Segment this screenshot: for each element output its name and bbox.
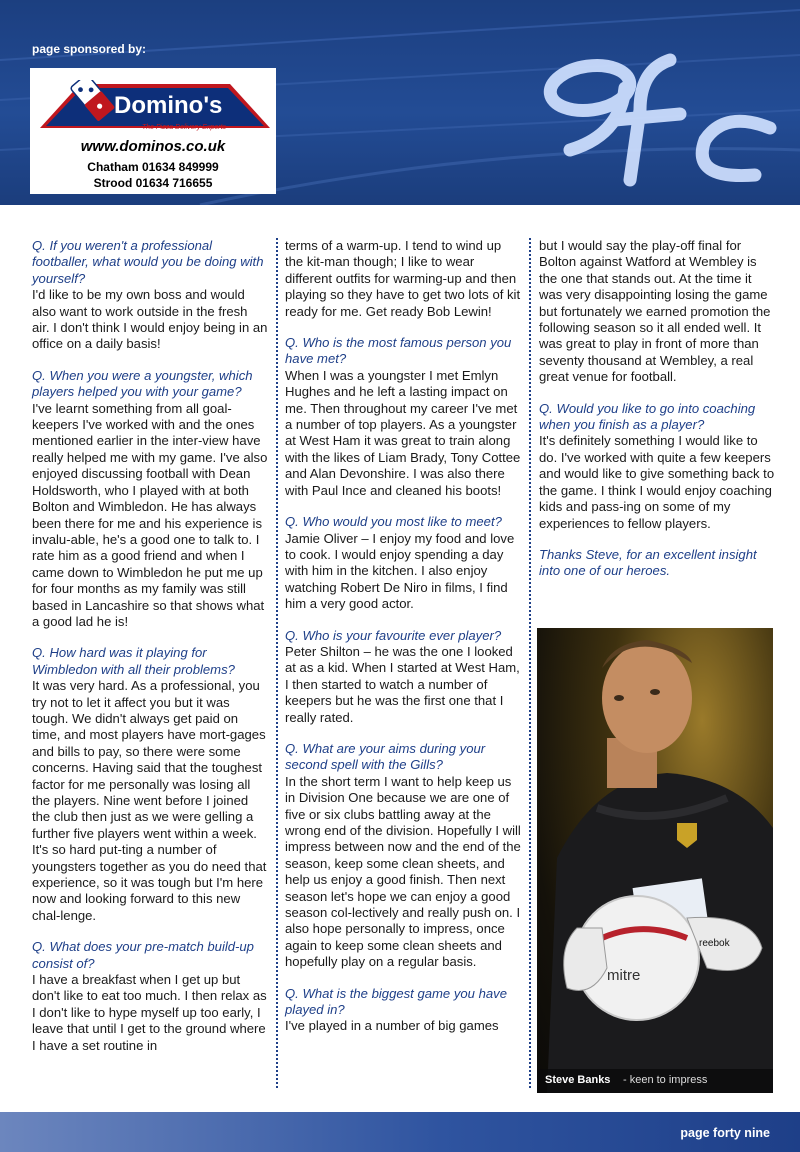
- question: Q. How hard was it playing for Wimbledon with all their problems?: [32, 645, 235, 677]
- answer: Peter Shilton – he was the one I looked at as a kid. When I started at West Ham, I then started to watch a number of keepers but he was the first one that I really rated.: [285, 643, 520, 725]
- brand-name: Domino's: [114, 92, 223, 119]
- column-2: [285, 238, 521, 1050]
- question: Q. What are your aims during your second spell with the Gills?: [285, 740, 486, 773]
- footer-bar: [0, 1112, 800, 1152]
- closing-line: Thanks Steve, for an excellent insight into one of our heroes.: [539, 546, 757, 579]
- qa-block: [32, 939, 268, 1054]
- qa-block: [285, 986, 521, 1035]
- phone-strood: Strood 01634 716655: [93, 176, 213, 190]
- column-divider: [276, 238, 278, 1088]
- question: Q. When you were a youngster, which players helped you with your game?: [32, 367, 253, 400]
- sponsor-label: page sponsored by:: [32, 42, 147, 56]
- svg-text:mitre: mitre: [607, 967, 641, 984]
- qa-block: [285, 628, 521, 726]
- caption-name: Steve Banks: [545, 1074, 611, 1086]
- player-photo: [537, 628, 773, 1093]
- header-banner: [0, 0, 800, 205]
- qa-block: [32, 238, 268, 353]
- phone-chatham: Chatham 01634 849999: [87, 160, 219, 174]
- gfc-logo: [520, 40, 790, 200]
- qa-block: [539, 401, 775, 532]
- column-divider: [529, 238, 531, 1088]
- answer: It was very hard. As a professional, you try not to let it affect you but it was tough. We didn't always get paid on time, and most players have mort-gages and bills to pay, so there were some concerns. Having said that the toughest factor for me personally was losing all the players. Nine went before I joined the club then just as we were gelling a further five players went within a week. It's so hard put-ting a number of youngsters together as you do need that experience, so it was tough but I'm here now and looking forward to this new chal-lenge.: [32, 678, 267, 923]
- answer: In the short term I want to help keep us in Division One because we are one of five or six clubs battling away at the wrong end of the division. Hopefully I will impress between now and the end of the season, keep some clean sheets, and help us enjoy a good finish. Then next season let's hope we can enjoy a good season col-lectively and really push on. I also hope personally to impress, once again to keep some clean sheets and hopefully play on a regular basis.: [285, 773, 521, 970]
- question: Q. If you weren't a professional footballer, what would you be doing with yourself?: [32, 238, 264, 286]
- qa-block: [285, 741, 521, 971]
- answer: It's definitely something I would like to do. I've worked with quite a few keepers and would like to give something back to the game. I think I would enjoy coaching kids and pass-ing on some of my experiences to fellow players.: [539, 433, 775, 531]
- question: Q. Who is the most famous person you have met?: [285, 335, 512, 367]
- sponsor-url-link[interactable]: www.dominos.co.uk: [80, 138, 226, 155]
- page-number: page forty nine: [680, 1126, 770, 1140]
- answer: I'd like to be my own boss and would also want to work outside in the fresh air. I don't think I would enjoy being in an office on a daily basis!: [32, 287, 268, 352]
- question: Q. What is the biggest game you have played in?: [285, 985, 507, 1018]
- answer: I've learnt something from all goal-keepers I've worked with and the ones mentioned earlier in the inter-view have really helped me with my game. I've also enjoyed discussing football with Dean Holdsworth, who I played with at both Bolton and Wimbledon. He has always been there for me and his experience is invalu-able, he's a good one to talk to. I rate him as a good friend and when I came down to Wimbledon he put me up for four months as my family was still based in Lancashire so that shows what a good lad he is!: [32, 400, 268, 629]
- goalkeeper-illustration: [537, 628, 773, 1093]
- svg-text:reebok: reebok: [699, 938, 730, 949]
- question: Q. Who is your favourite ever player?: [285, 627, 502, 643]
- thanks-note: [539, 547, 775, 580]
- photo-caption: [537, 1069, 773, 1093]
- question: Q. Would you like to go into coaching when you finish as a player?: [539, 400, 756, 433]
- qa-block: [32, 368, 268, 631]
- question: Q. What does your pre-match build-up consist of?: [32, 939, 254, 971]
- brand-tagline: The Pizza Delivery Experts: [142, 124, 227, 131]
- answer: Jamie Oliver – I enjoy my food and love to cook. I would enjoy spending a day with him in the kitchen. I also enjoy watching Robert De Niro in films, I find him a very good actor.: [285, 530, 515, 612]
- qa-block: [285, 514, 521, 612]
- qa-block: [285, 335, 521, 499]
- qa-block: [285, 238, 521, 320]
- sponsor-ad[interactable]: [30, 68, 276, 194]
- caption-text: - keen to impress: [623, 1074, 708, 1086]
- qa-block: [32, 645, 268, 924]
- answer: I have a breakfast when I get up but don't like to eat too much. I then relax as I don't like to hype myself up too early, I leave that until I get to the ground where I have a set routine in: [32, 972, 267, 1053]
- answer: I've played in a number of big games: [285, 1018, 499, 1034]
- qa-block: [539, 238, 775, 386]
- answer: When I was a youngster I met Emlyn Hughes and he left a lasting impact on me. Then throughout my career I've met a number of top players. As a youngster at West Ham it was great to train along with the likes of Liam Brady, Tony Cottee and Alan Devonshire. I was also there with Paul Ince and cleaned his boots!: [285, 367, 521, 498]
- answer: but I would say the play-off final for Bolton against Watford at Wembley is the one that stands out. At the time it was very disappointing losing the game but fortunately we earned promotion the following season so it all ended well. It was great to play in front of more than seventy thousand at Wembley, a real great venue for football.: [539, 238, 771, 385]
- column-3: [539, 238, 775, 595]
- answer: terms of a warm-up. I tend to wind up the kit-man though; I like to wear different outfits for warming-up and then playing so they have to get two lots of kit ready for me. Get ready Bob Lewin!: [285, 238, 521, 319]
- question: Q. Who would you most like to meet?: [285, 514, 502, 530]
- column-1: [32, 238, 268, 1069]
